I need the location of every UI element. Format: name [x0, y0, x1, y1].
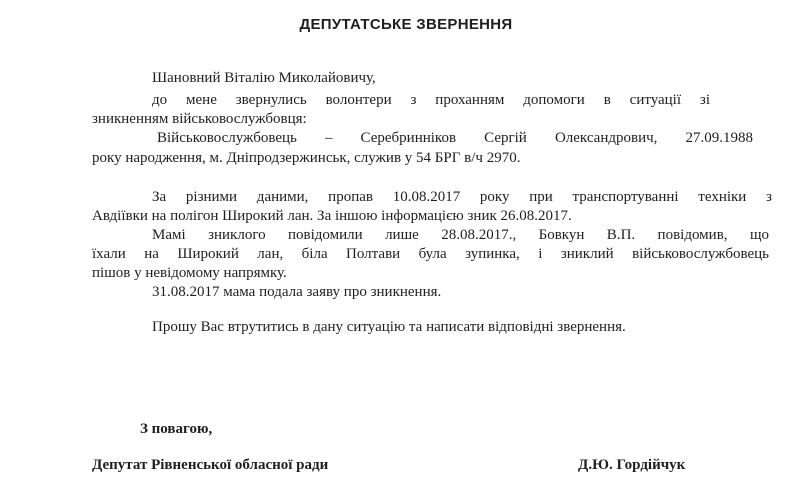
- document-title: ДЕПУТАТСЬКЕ ЗВЕРНЕННЯ: [299, 16, 513, 33]
- mother-line-2: їхали на Широкий лан, біла Полтави була зупинка, і зниклий військовослужбовець: [92, 246, 769, 262]
- intro-line-1: до мене звернулись волонтери з проханням допомоги в ситуації зі: [152, 92, 710, 108]
- salutation: Шановний Віталію Миколайовичу,: [152, 70, 376, 86]
- signature-name: Д.Ю. Гордійчук: [578, 457, 686, 473]
- mother-line-3: пішов у невідомому напрямку.: [92, 265, 287, 281]
- closing: З повагою,: [140, 421, 213, 437]
- signature-position: Депутат Рівненської обласної ради: [92, 457, 329, 473]
- missing-line-2: Авдіївки на полігон Широкий лан. За іншою інформацією зник 26.08.2017.: [92, 208, 572, 224]
- intro-line-2: зникненням військовослужбовця:: [92, 111, 307, 127]
- soldier-line-1: Військовослужбовець – Серебринніков Сергій Олександрович, 27.09.1988: [157, 130, 753, 146]
- missing-line-1: За різними даними, пропав 10.08.2017 року при транспортуванні техніки з: [152, 189, 772, 205]
- mother-line-1: Мамі зниклого повідомили лише 28.08.2017., Бовкун В.П. повідомив, що: [152, 227, 769, 243]
- request-line: Прошу Вас втрутитись в дану ситуацію та написати відповідні звернення.: [152, 319, 626, 335]
- soldier-line-2: року народження, м. Дніпродзержинськ, служив у 54 БРГ в/ч 2970.: [92, 150, 521, 166]
- statement-line: 31.08.2017 мама подала заяву про зникнення.: [152, 284, 442, 300]
